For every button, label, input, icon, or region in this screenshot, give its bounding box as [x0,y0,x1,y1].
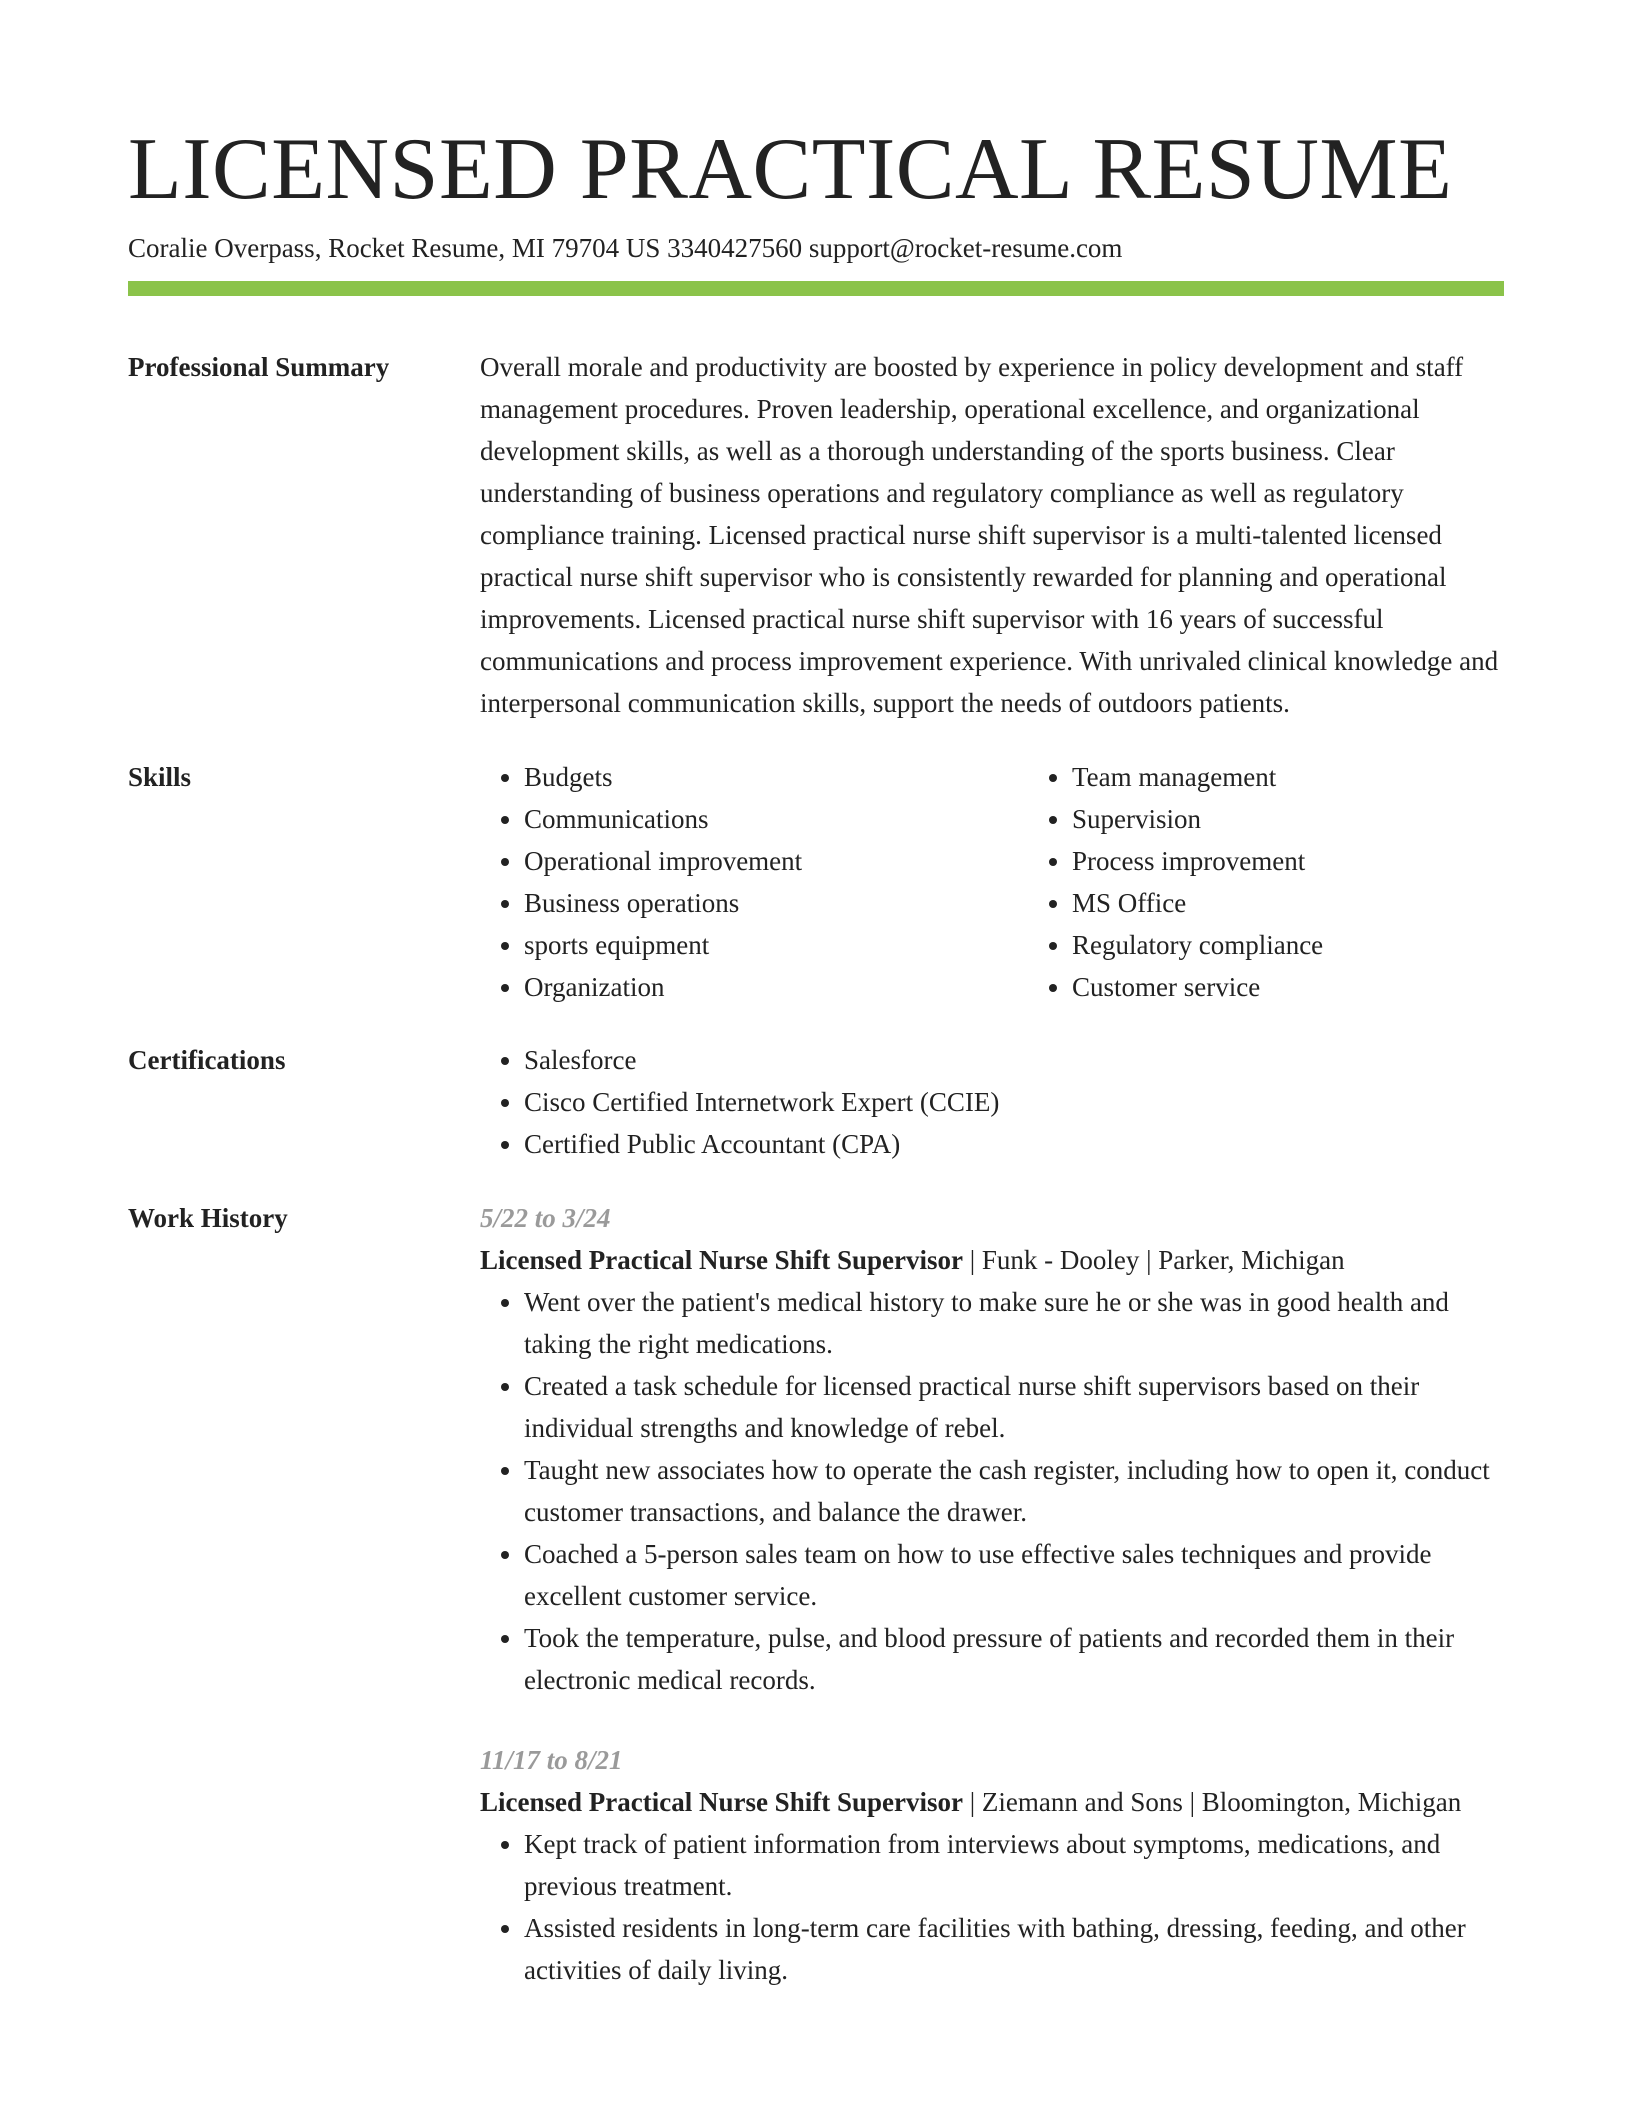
contact-line: Coralie Overpass, Rocket Resume, MI 79704 US 3340427560 support@rocket-resume.com [128,233,1123,263]
list-item: • Taught new associates how to operate the cash register, including how to open it, conduct customer transactions, and balance the drawer. [524,1449,1504,1533]
list-item: • Took the temperature, pulse, and blood pressure of patients and recorded them in their electronic medical records. [524,1617,1504,1701]
summary-section [128,346,1504,724]
list-item: • Created a task schedule for licensed practical nurse shift supervisors based on their individual strengths and knowledge of rebel. [524,1365,1504,1449]
section-label-summary: Professional Summary [128,352,390,382]
resume-title: LICENSED PRACTICAL RESUME [128,121,1453,218]
list-item: • Customer service [1072,966,1576,1008]
summary-text: Overall morale and productivity are boosted by experience in policy development and staff management procedures. Proven leadership, operational excellence, and organizational development skills, as well as a thorough understanding of the sports business. Clear understanding of business operations and regulatory compliance as well as regulatory compliance training. Licensed practical nurse shift supervisor is a multi-talented licensed practical nurse shift supervisor who is consistently rewarded for planning and operational improvements. Licensed practical nurse shift supervisor with 16 years of successful communications and process improvement experience. With unrivaled clinical knowledge and interpersonal communication skills, support the needs of outdoors patients. [480,352,1499,718]
certifications-body [480,1039,1504,1165]
section-label-skills: Skills [128,762,192,792]
certifications-list [480,1039,1504,1165]
job-dates: 11/17 to 8/21 [480,1745,623,1775]
section-label-work-history: Work History [128,1203,288,1233]
list-item: • Kept track of patient information from interviews about symptoms, medications, and previous treatment. [524,1823,1504,1907]
list-item: • Assisted residents in long-term care facilities with bathing, dressing, feeding, and other activities of daily living. [524,1907,1504,1991]
work-history-body [480,1197,1504,1991]
job-entry [480,1197,1504,1701]
job-details: | Funk - Dooley | Parker, Michigan [962,1245,1345,1275]
job-dates: 5/22 to 3/24 [480,1203,611,1233]
certifications-section [128,1039,1504,1165]
skills-grid [480,756,1576,1008]
list-item: • Went over the patient's medical history to make sure he or she was in good health and taking the right medications. [524,1281,1504,1365]
skills-list-left [480,756,1028,1008]
work-history-section [128,1197,1504,1991]
list-item: • Budgets [524,756,1028,798]
accent-divider [128,281,1504,296]
job-header [480,1781,1504,1823]
job-bullets [480,1823,1504,1991]
job-title: Licensed Practical Nurse Shift Supervisor [480,1245,963,1275]
list-item: • Salesforce [524,1039,1504,1081]
resume-page [128,120,1504,1991]
list-item: • Regulatory compliance [1072,924,1576,966]
list-item: • Team management [1072,756,1576,798]
list-item: • Coached a 5-person sales team on how to use effective sales techniques and provide excellent customer service. [524,1533,1504,1617]
list-item: • Business operations [524,882,1028,924]
list-item: • Communications [524,798,1028,840]
list-item: • sports equipment [524,924,1028,966]
list-item: • Process improvement [1072,840,1576,882]
list-item: • Operational improvement [524,840,1028,882]
skills-section [128,756,1504,1008]
job-details: | Ziemann and Sons | Bloomington, Michigan [962,1787,1462,1817]
section-label-certifications: Certifications [128,1045,286,1075]
list-item: • Certified Public Accountant (CPA) [524,1123,1504,1165]
list-item: • Supervision [1072,798,1576,840]
job-header [480,1239,1504,1281]
job-entry [480,1739,1504,1991]
job-title: Licensed Practical Nurse Shift Supervisor [480,1787,963,1817]
list-item: • Cisco Certified Internetwork Expert (CCIE) [524,1081,1504,1123]
skills-list-right [1028,756,1576,1008]
job-bullets [480,1281,1504,1701]
list-item: • Organization [524,966,1028,1008]
list-item: • MS Office [1072,882,1576,924]
